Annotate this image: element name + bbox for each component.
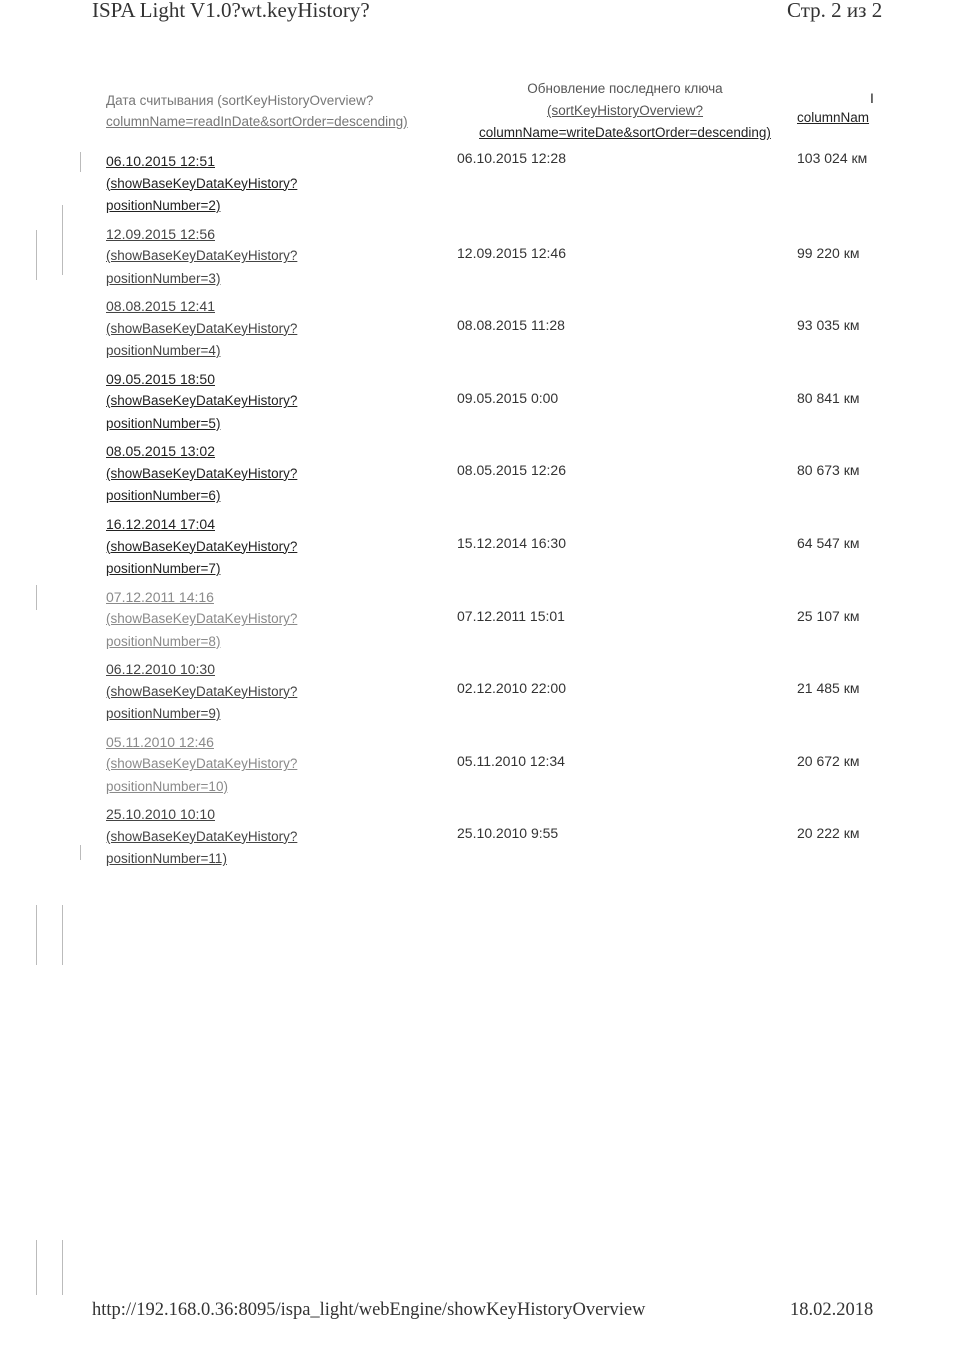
key-data-link[interactable]: (showBaseKeyDataKeyHistory? xyxy=(106,683,298,699)
read-date-cell[interactable] xyxy=(106,150,297,218)
write-date-cell: 02.12.2010 22:00 xyxy=(457,680,566,697)
scan-mark xyxy=(80,152,81,172)
position-number-link[interactable]: positionNumber=11) xyxy=(106,851,227,867)
column-header-write-date-param[interactable]: columnName=writeDate&sortOrder=descending) xyxy=(479,125,771,140)
scan-mark xyxy=(62,205,63,275)
scan-mark xyxy=(36,1240,37,1295)
table-row xyxy=(0,223,960,295)
mileage-cell: 103 024 км xyxy=(797,150,868,166)
key-data-link[interactable]: (showBaseKeyDataKeyHistory? xyxy=(106,538,298,554)
table-row xyxy=(0,513,960,585)
table-row xyxy=(0,440,960,512)
read-date-link[interactable]: 16.12.2014 17:04 xyxy=(106,516,215,532)
write-date-cell: 25.10.2010 9:55 xyxy=(457,825,559,842)
page-header-title: ISPA Light V1.0?wt.keyHistory? xyxy=(92,0,370,22)
read-date-cell[interactable] xyxy=(106,658,297,726)
scan-mark xyxy=(80,845,81,860)
column-header-read-date-param[interactable]: columnName=readInDate&sortOrder=descending) xyxy=(106,114,408,129)
position-number-link[interactable]: positionNumber=6) xyxy=(106,488,221,504)
read-date-link[interactable]: 06.10.2015 12:51 xyxy=(106,153,215,169)
read-date-link[interactable]: 08.08.2015 12:41 xyxy=(106,298,215,315)
position-number-link[interactable]: positionNumber=8) xyxy=(106,633,221,649)
write-date-cell: 12.09.2015 12:46 xyxy=(457,244,566,261)
read-date-cell[interactable] xyxy=(106,368,297,436)
table-row xyxy=(0,295,960,367)
write-date-cell: 08.05.2015 12:26 xyxy=(457,462,566,479)
write-date-cell: 08.08.2015 11:28 xyxy=(457,317,565,334)
mileage-cell: 20 222 км xyxy=(797,825,860,842)
table-row xyxy=(0,150,960,222)
read-date-link[interactable]: 05.11.2010 12:46 xyxy=(106,733,214,750)
table-row xyxy=(0,803,960,875)
column-header-write-date-title: Обновление последнего ключа xyxy=(527,81,723,96)
table-row xyxy=(0,368,960,440)
position-number-link[interactable]: positionNumber=9) xyxy=(106,706,221,722)
position-number-link[interactable]: positionNumber=7) xyxy=(106,561,221,576)
write-date-cell: 05.11.2010 12:34 xyxy=(457,752,565,769)
mileage-cell: 80 673 км xyxy=(797,462,860,479)
column-header-write-date[interactable] xyxy=(456,78,794,144)
read-date-cell[interactable] xyxy=(106,513,297,581)
read-date-cell[interactable] xyxy=(106,586,297,654)
page-number: Стр. 2 из 2 xyxy=(787,0,883,22)
write-date-cell: 15.12.2014 16:30 xyxy=(457,535,566,551)
mileage-cell: 80 841 км xyxy=(797,389,860,406)
read-date-link[interactable]: 06.12.2010 10:30 xyxy=(106,661,215,678)
key-data-link[interactable]: (showBaseKeyDataKeyHistory? xyxy=(106,465,298,481)
position-number-link[interactable]: positionNumber=5) xyxy=(106,415,221,431)
column-header-mileage-title: I xyxy=(870,90,874,106)
scan-mark xyxy=(62,1240,63,1295)
position-number-link[interactable]: positionNumber=4) xyxy=(106,343,221,359)
read-date-cell[interactable] xyxy=(106,223,297,291)
read-date-link[interactable]: 07.12.2011 14:16 xyxy=(106,588,214,605)
column-header-mileage-param[interactable]: columnNam xyxy=(797,110,870,125)
mileage-cell: 20 672 км xyxy=(797,752,860,769)
mileage-cell: 93 035 км xyxy=(797,317,860,334)
read-date-cell[interactable] xyxy=(106,295,297,363)
write-date-cell: 07.12.2011 15:01 xyxy=(457,607,565,624)
read-date-cell[interactable] xyxy=(106,731,297,799)
read-date-link[interactable]: 08.05.2015 13:02 xyxy=(106,443,215,460)
read-date-link[interactable]: 25.10.2010 10:10 xyxy=(106,806,215,823)
mileage-cell: 99 220 км xyxy=(797,244,860,261)
mileage-cell: 25 107 км xyxy=(797,607,860,624)
column-header-read-date[interactable] xyxy=(106,90,456,132)
footer-date: 18.02.2018 xyxy=(790,1300,874,1320)
column-header-read-date-title: Дата считывания (sortKeyHistoryOverview? xyxy=(106,93,374,108)
key-data-link[interactable]: (showBaseKeyDataKeyHistory? xyxy=(106,756,298,772)
key-data-link[interactable]: (showBaseKeyDataKeyHistory? xyxy=(106,611,298,627)
scan-mark xyxy=(36,905,37,965)
write-date-cell: 06.10.2015 12:28 xyxy=(457,150,566,166)
key-data-link[interactable]: (showBaseKeyDataKeyHistory? xyxy=(106,248,298,264)
table-row xyxy=(0,658,960,730)
read-date-cell[interactable] xyxy=(106,803,297,871)
scan-mark xyxy=(62,905,63,965)
key-data-link[interactable]: (showBaseKeyDataKeyHistory? xyxy=(106,175,298,191)
write-date-cell: 09.05.2015 0:00 xyxy=(457,389,559,406)
footer-url: http://192.168.0.36:8095/ispa_light/webEngine/showKeyHistoryOverview xyxy=(92,1300,646,1320)
table-row xyxy=(0,731,960,803)
scan-mark xyxy=(36,585,37,610)
read-date-link[interactable]: 09.05.2015 18:50 xyxy=(106,370,215,387)
table-row xyxy=(0,586,960,658)
key-data-link[interactable]: (showBaseKeyDataKeyHistory? xyxy=(106,320,298,336)
position-number-link[interactable]: positionNumber=10) xyxy=(106,778,228,794)
key-data-link[interactable]: (showBaseKeyDataKeyHistory? xyxy=(106,828,298,844)
position-number-link[interactable]: positionNumber=2) xyxy=(106,198,221,213)
position-number-link[interactable]: positionNumber=3) xyxy=(106,270,221,286)
key-data-link[interactable]: (showBaseKeyDataKeyHistory? xyxy=(106,393,298,409)
read-date-link[interactable]: 12.09.2015 12:56 xyxy=(106,225,215,242)
mileage-cell: 21 485 км xyxy=(797,680,860,697)
mileage-cell: 64 547 км xyxy=(797,535,860,551)
read-date-cell[interactable] xyxy=(106,440,297,508)
column-header-write-date-link[interactable]: (sortKeyHistoryOverview? xyxy=(546,103,704,118)
scan-mark xyxy=(36,230,37,280)
